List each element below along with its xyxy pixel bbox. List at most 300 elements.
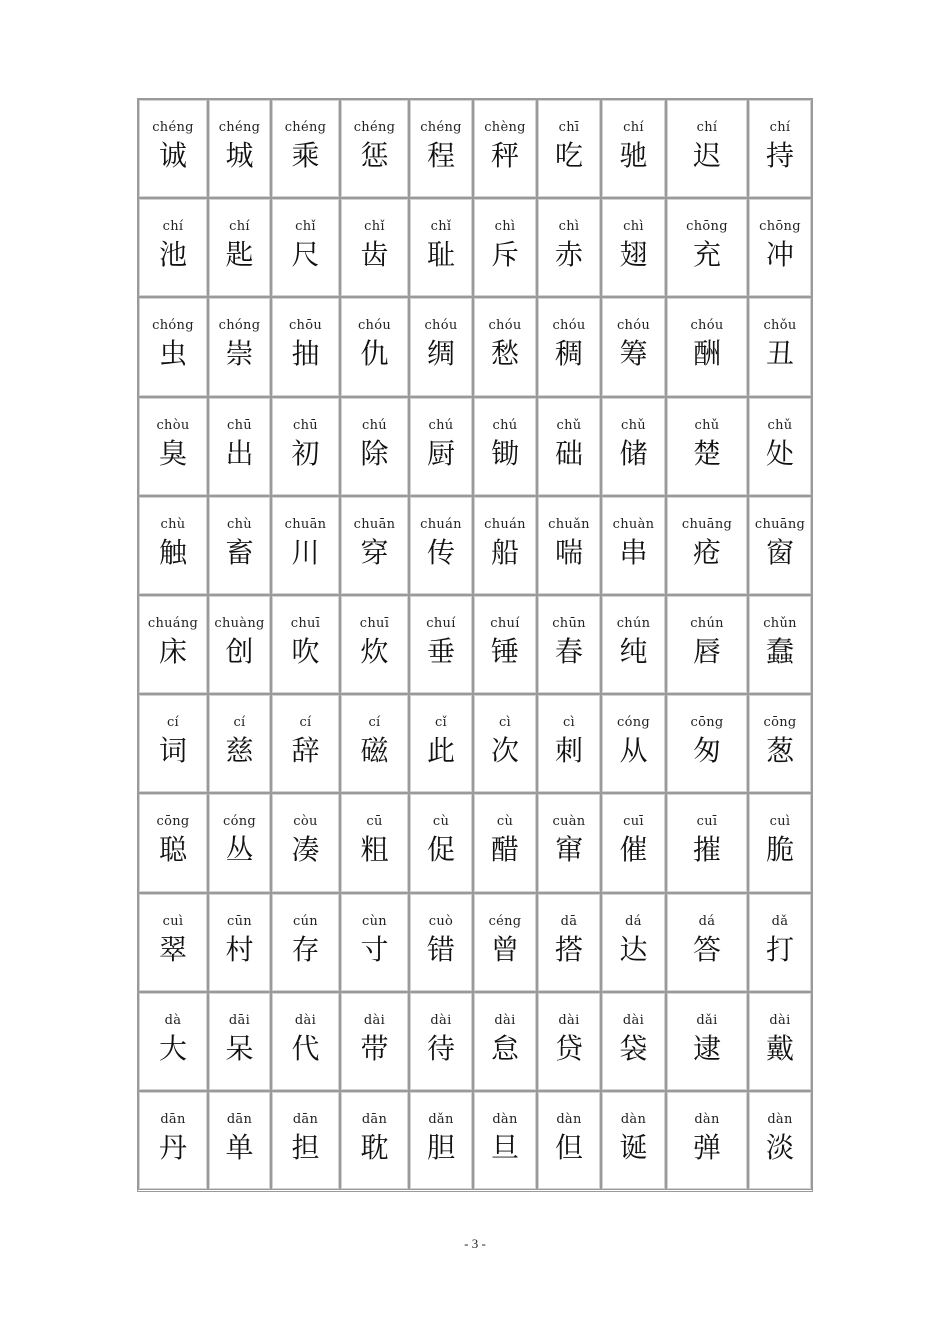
hanzi-character: 疮 — [692, 535, 721, 569]
hanzi-character: 代 — [291, 1031, 320, 1065]
character-cell — [138, 198, 208, 297]
pinyin-label: chǐ — [295, 219, 316, 235]
hanzi-character: 垂 — [426, 634, 455, 668]
hanzi-character: 词 — [158, 734, 187, 768]
hanzi-character: 曾 — [490, 932, 519, 966]
character-cell — [208, 595, 271, 694]
pinyin-label: cí — [299, 715, 312, 731]
character-cell — [537, 1091, 601, 1190]
pinyin-label: chú — [428, 417, 454, 433]
hanzi-character: 驰 — [619, 139, 648, 172]
character-cell — [208, 893, 271, 992]
pinyin-label: chū — [293, 417, 318, 433]
hanzi-character: 愁 — [490, 337, 519, 371]
hanzi-character: 处 — [765, 436, 794, 470]
hanzi-character: 丛 — [225, 833, 254, 867]
character-cell — [138, 496, 208, 595]
character-cell — [537, 793, 601, 892]
character-cell — [409, 793, 473, 892]
pinyin-label: dàn — [492, 1111, 518, 1127]
hanzi-character: 喘 — [554, 535, 583, 569]
pinyin-label: chǔ — [556, 417, 582, 433]
hanzi-character: 带 — [360, 1031, 389, 1065]
pinyin-label: dài — [294, 1012, 317, 1028]
pinyin-label: chuān — [353, 516, 396, 532]
character-cell — [138, 595, 208, 694]
hanzi-character: 刺 — [554, 734, 583, 768]
hanzi-character: 程 — [426, 139, 455, 172]
pinyin-label: cōng — [156, 814, 190, 830]
pinyin-label: cún — [293, 913, 318, 929]
pinyin-label: chí — [162, 219, 184, 235]
character-cell — [601, 992, 666, 1091]
pinyin-label: chù — [160, 516, 186, 532]
character-cell — [473, 297, 537, 396]
hanzi-character: 触 — [158, 535, 187, 569]
character-cell — [537, 694, 601, 793]
character-cell — [271, 992, 340, 1091]
character-cell — [208, 198, 271, 297]
pinyin-label: chóu — [552, 318, 586, 334]
hanzi-character: 摧 — [692, 833, 721, 867]
pinyin-label: dài — [494, 1012, 516, 1028]
character-cell — [340, 99, 409, 198]
character-cell — [666, 198, 748, 297]
pinyin-label: chí — [696, 120, 718, 135]
pinyin-label: chéng — [152, 120, 194, 135]
character-cell — [601, 397, 666, 496]
character-cell — [601, 297, 666, 396]
character-cell — [601, 198, 666, 297]
hanzi-character: 葱 — [765, 734, 794, 768]
hanzi-character: 串 — [619, 535, 648, 569]
character-cell — [666, 297, 748, 396]
hanzi-character: 但 — [554, 1130, 583, 1164]
character-cell — [138, 992, 208, 1091]
character-cell — [666, 992, 748, 1091]
character-cell — [473, 793, 537, 892]
character-cell — [748, 198, 812, 297]
pinyin-label: cuì — [162, 913, 184, 929]
pinyin-label: cuì — [769, 814, 791, 830]
pinyin-label: chǔ — [621, 417, 646, 433]
character-cell — [537, 99, 601, 198]
character-cell — [666, 397, 748, 496]
character-cell — [271, 99, 340, 198]
hanzi-character: 戴 — [765, 1031, 794, 1065]
pinyin-label: dān — [292, 1111, 319, 1127]
pinyin-label: chuī — [359, 615, 390, 631]
pinyin-label: chǔ — [767, 417, 793, 433]
pinyin-label: chuàng — [214, 615, 265, 631]
pinyin-label: chì — [494, 219, 516, 235]
pinyin-label: dǎi — [696, 1012, 718, 1028]
hanzi-character: 传 — [426, 535, 455, 569]
pinyin-label: chéng — [353, 120, 396, 135]
hanzi-character: 虫 — [158, 337, 187, 371]
pinyin-label: chún — [616, 615, 651, 631]
pinyin-label: chuí — [490, 615, 520, 631]
hanzi-character: 错 — [426, 932, 455, 966]
character-cell — [138, 99, 208, 198]
character-cell — [409, 595, 473, 694]
pinyin-label: dǎn — [428, 1111, 454, 1127]
hanzi-character: 筹 — [619, 337, 648, 371]
pinyin-label: chǐ — [364, 219, 385, 235]
character-cell — [208, 297, 271, 396]
character-cell — [208, 992, 271, 1091]
pinyin-label: chún — [690, 615, 724, 631]
character-cell — [666, 694, 748, 793]
pinyin-label: chí — [769, 120, 791, 135]
character-cell — [138, 297, 208, 396]
hanzi-character: 炊 — [360, 634, 389, 668]
pinyin-label: cì — [562, 715, 576, 731]
hanzi-character: 村 — [225, 932, 254, 966]
hanzi-character: 持 — [765, 139, 794, 172]
hanzi-character: 匙 — [225, 238, 254, 272]
character-cell — [666, 496, 748, 595]
character-cell — [666, 793, 748, 892]
character-cell — [748, 992, 812, 1091]
pinyin-label: chòu — [156, 417, 190, 433]
character-cell — [409, 992, 473, 1091]
pinyin-label: dān — [160, 1111, 186, 1127]
pinyin-label: chǐ — [430, 219, 452, 235]
hanzi-character: 慈 — [225, 734, 254, 768]
hanzi-character: 待 — [426, 1031, 455, 1065]
character-cell — [409, 1091, 473, 1190]
character-cell — [340, 793, 409, 892]
hanzi-character: 磁 — [360, 734, 389, 768]
pinyin-label: cōng — [690, 715, 724, 731]
pinyin-label: cū — [366, 814, 383, 830]
character-cell — [340, 893, 409, 992]
character-cell — [473, 992, 537, 1091]
pinyin-label: chéng — [218, 120, 261, 135]
character-cell — [138, 893, 208, 992]
hanzi-character: 臭 — [158, 436, 187, 470]
character-cell — [601, 595, 666, 694]
hanzi-character: 乘 — [291, 139, 320, 172]
character-cell — [340, 694, 409, 793]
character-cell — [208, 1091, 271, 1190]
pinyin-label: cǐ — [434, 715, 448, 731]
character-cell — [601, 793, 666, 892]
character-cell — [473, 397, 537, 496]
pinyin-label: chóu — [357, 318, 392, 334]
character-cell — [666, 893, 748, 992]
hanzi-character: 惩 — [360, 139, 389, 172]
pinyin-label: cì — [498, 715, 512, 731]
pinyin-label: chuān — [284, 516, 327, 532]
hanzi-character: 耻 — [426, 238, 455, 272]
character-cell — [537, 893, 601, 992]
character-cell — [748, 397, 812, 496]
hanzi-character: 厨 — [426, 436, 455, 470]
character-cell — [340, 297, 409, 396]
hanzi-character: 存 — [291, 932, 320, 966]
pinyin-label: dǎ — [771, 913, 789, 929]
hanzi-character: 除 — [360, 436, 389, 470]
pinyin-label: dá — [698, 913, 716, 929]
character-cell — [271, 893, 340, 992]
pinyin-label: cí — [233, 715, 246, 731]
character-cell — [666, 595, 748, 694]
pinyin-label: cù — [432, 814, 450, 830]
pinyin-label: dá — [625, 913, 642, 929]
character-cell — [138, 694, 208, 793]
hanzi-character: 单 — [225, 1130, 254, 1164]
character-cell — [601, 1091, 666, 1190]
hanzi-character: 袋 — [619, 1031, 648, 1065]
character-cell — [271, 595, 340, 694]
hanzi-character: 崇 — [225, 337, 254, 371]
pinyin-label: chì — [623, 219, 644, 235]
pinyin-label: chóng — [152, 318, 194, 334]
hanzi-character: 催 — [619, 833, 648, 867]
character-cell — [601, 893, 666, 992]
character-cell — [473, 893, 537, 992]
character-cell — [537, 496, 601, 595]
character-cell — [340, 198, 409, 297]
character-cell — [748, 793, 812, 892]
pinyin-label: dài — [769, 1012, 791, 1028]
character-cell — [208, 397, 271, 496]
hanzi-character: 冲 — [765, 238, 794, 272]
pinyin-label: chèng — [484, 120, 526, 135]
hanzi-character: 逮 — [692, 1031, 721, 1065]
pinyin-label: cuàn — [552, 814, 586, 830]
pinyin-label: chuán — [484, 516, 526, 532]
hanzi-character: 池 — [158, 238, 187, 272]
character-cell — [208, 694, 271, 793]
hanzi-character: 稠 — [554, 337, 583, 371]
hanzi-character: 脆 — [765, 833, 794, 867]
pinyin-label: dān — [226, 1111, 253, 1127]
hanzi-character: 答 — [692, 932, 721, 966]
hanzi-character: 次 — [490, 734, 519, 768]
character-cell — [748, 99, 812, 198]
character-cell — [271, 397, 340, 496]
hanzi-character: 匆 — [692, 734, 721, 768]
character-cell — [748, 694, 812, 793]
pinyin-label: chéng — [284, 120, 327, 135]
hanzi-character: 纯 — [619, 634, 648, 668]
hanzi-character: 怠 — [490, 1031, 519, 1065]
character-cell — [666, 1091, 748, 1190]
hanzi-character: 耽 — [360, 1130, 389, 1164]
hanzi-character: 出 — [225, 436, 254, 470]
hanzi-character: 胆 — [426, 1130, 455, 1164]
hanzi-character: 秤 — [490, 139, 519, 172]
hanzi-character: 聪 — [158, 833, 187, 867]
hanzi-character: 诞 — [619, 1130, 648, 1164]
pinyin-label: céng — [488, 913, 522, 929]
pinyin-label: chóu — [488, 318, 522, 334]
character-cell — [473, 595, 537, 694]
pinyin-label: cí — [166, 715, 180, 731]
pinyin-label: cùn — [362, 913, 387, 929]
pinyin-label: dàn — [556, 1111, 582, 1127]
pinyin-label: dàn — [694, 1111, 720, 1127]
hanzi-character: 赤 — [554, 238, 583, 272]
hanzi-character: 呆 — [225, 1031, 254, 1065]
hanzi-character: 旦 — [490, 1130, 519, 1164]
pinyin-label: cuī — [623, 814, 644, 830]
pinyin-label: cóng — [222, 814, 256, 830]
pinyin-label: chóu — [690, 318, 724, 334]
hanzi-character: 吃 — [554, 139, 583, 172]
hanzi-character: 创 — [225, 634, 254, 668]
hanzi-character: 尺 — [291, 238, 320, 272]
character-cell — [601, 99, 666, 198]
hanzi-character: 迟 — [692, 139, 721, 172]
hanzi-character: 窗 — [765, 535, 794, 569]
hanzi-character: 斥 — [490, 238, 519, 272]
character-cell — [473, 1091, 537, 1190]
hanzi-character: 抽 — [291, 337, 320, 371]
hanzi-character: 醋 — [490, 833, 519, 867]
pinyin-label: chǔn — [763, 615, 797, 631]
character-cell — [537, 198, 601, 297]
pinyin-label: dāi — [228, 1012, 251, 1028]
hanzi-character: 锄 — [490, 436, 519, 470]
character-cell — [340, 496, 409, 595]
pinyin-label: chóng — [218, 318, 261, 334]
pinyin-label: cí — [368, 715, 381, 731]
character-cell — [138, 397, 208, 496]
hanzi-character: 锤 — [490, 634, 519, 668]
hanzi-character: 达 — [619, 932, 648, 966]
pinyin-label: chù — [227, 516, 252, 532]
character-cell — [340, 595, 409, 694]
hanzi-character: 淡 — [765, 1130, 794, 1164]
character-cell — [340, 397, 409, 496]
character-cell — [666, 99, 748, 198]
hanzi-character: 粗 — [360, 833, 389, 867]
character-cell — [537, 397, 601, 496]
pinyin-label: chōu — [288, 318, 323, 334]
hanzi-character: 穿 — [360, 535, 389, 569]
pinyin-label: chuí — [426, 615, 456, 631]
character-cell — [340, 1091, 409, 1190]
pinyin-label: chī — [558, 120, 580, 135]
page-number: - 3 - — [464, 1236, 486, 1251]
character-cell — [271, 793, 340, 892]
character-cell — [748, 595, 812, 694]
pinyin-label: còu — [293, 814, 318, 830]
pinyin-label: cuò — [428, 913, 454, 929]
character-cell — [138, 793, 208, 892]
pinyin-label: chì — [558, 219, 580, 235]
pinyin-label: chōng — [686, 219, 728, 235]
pinyin-label: dà — [164, 1012, 182, 1028]
hanzi-character: 城 — [225, 139, 254, 172]
character-cell — [537, 297, 601, 396]
character-cell — [271, 694, 340, 793]
hanzi-character: 寸 — [360, 932, 389, 966]
pinyin-label: dàn — [767, 1111, 793, 1127]
character-cell — [748, 1091, 812, 1190]
character-cell — [601, 694, 666, 793]
pinyin-label: chǔ — [694, 417, 720, 433]
character-cell — [409, 496, 473, 595]
hanzi-character: 促 — [426, 833, 455, 867]
pinyin-label: dài — [430, 1012, 452, 1028]
hanzi-character: 翅 — [619, 238, 648, 272]
pinyin-label: chuǎn — [548, 516, 590, 532]
pinyin-label: dàn — [620, 1111, 647, 1127]
hanzi-character: 担 — [291, 1130, 320, 1164]
hanzi-character: 此 — [426, 734, 455, 768]
pinyin-label: chí — [229, 219, 250, 235]
pinyin-label: chú — [362, 417, 387, 433]
pinyin-label: chéng — [420, 120, 462, 135]
character-cell — [409, 397, 473, 496]
character-cell — [138, 1091, 208, 1190]
character-cell — [271, 297, 340, 396]
character-cell — [208, 793, 271, 892]
hanzi-character: 船 — [490, 535, 519, 569]
pinyin-label: chuán — [420, 516, 462, 532]
character-cell — [409, 694, 473, 793]
character-cell — [748, 893, 812, 992]
pinyin-label: chūn — [552, 615, 586, 631]
hanzi-character: 窜 — [554, 833, 583, 867]
pinyin-label: chǒu — [763, 318, 797, 334]
pinyin-label: dā — [560, 913, 578, 929]
hanzi-character: 绸 — [426, 337, 455, 371]
character-cell — [409, 893, 473, 992]
hanzi-character: 搭 — [554, 932, 583, 966]
hanzi-character: 从 — [619, 734, 648, 768]
pinyin-label: dài — [558, 1012, 580, 1028]
hanzi-character: 酬 — [692, 337, 721, 371]
hanzi-character: 楚 — [692, 436, 721, 470]
hanzi-character: 翠 — [158, 932, 187, 966]
character-cell — [208, 99, 271, 198]
hanzi-character: 贷 — [554, 1031, 583, 1065]
character-cell — [340, 992, 409, 1091]
hanzi-character: 储 — [619, 436, 648, 470]
hanzi-character: 仇 — [360, 337, 389, 371]
hanzi-character: 唇 — [692, 634, 721, 668]
pinyin-label: chóu — [616, 318, 651, 334]
hanzi-character: 大 — [158, 1031, 187, 1065]
pinyin-label: dài — [363, 1012, 386, 1028]
hanzi-character: 础 — [554, 436, 583, 470]
pinyin-label: chuī — [290, 615, 321, 631]
pinyin-label: cù — [496, 814, 514, 830]
pinyin-label: dān — [361, 1111, 388, 1127]
pinyin-label: chū — [227, 417, 252, 433]
hanzi-character: 充 — [692, 238, 721, 272]
hanzi-character: 打 — [765, 932, 794, 966]
pinyin-label: chuāng — [681, 516, 733, 532]
hanzi-character: 床 — [158, 634, 187, 668]
pinyin-label: cóng — [616, 715, 650, 731]
character-cell — [473, 99, 537, 198]
character-cell — [208, 496, 271, 595]
hanzi-character: 凑 — [291, 833, 320, 867]
pinyin-label: dài — [622, 1012, 645, 1028]
pinyin-label: chuáng — [147, 615, 199, 631]
character-cell — [409, 198, 473, 297]
character-cell — [537, 992, 601, 1091]
pinyin-label: chóu — [424, 318, 458, 334]
hanzi-character: 初 — [291, 436, 320, 470]
